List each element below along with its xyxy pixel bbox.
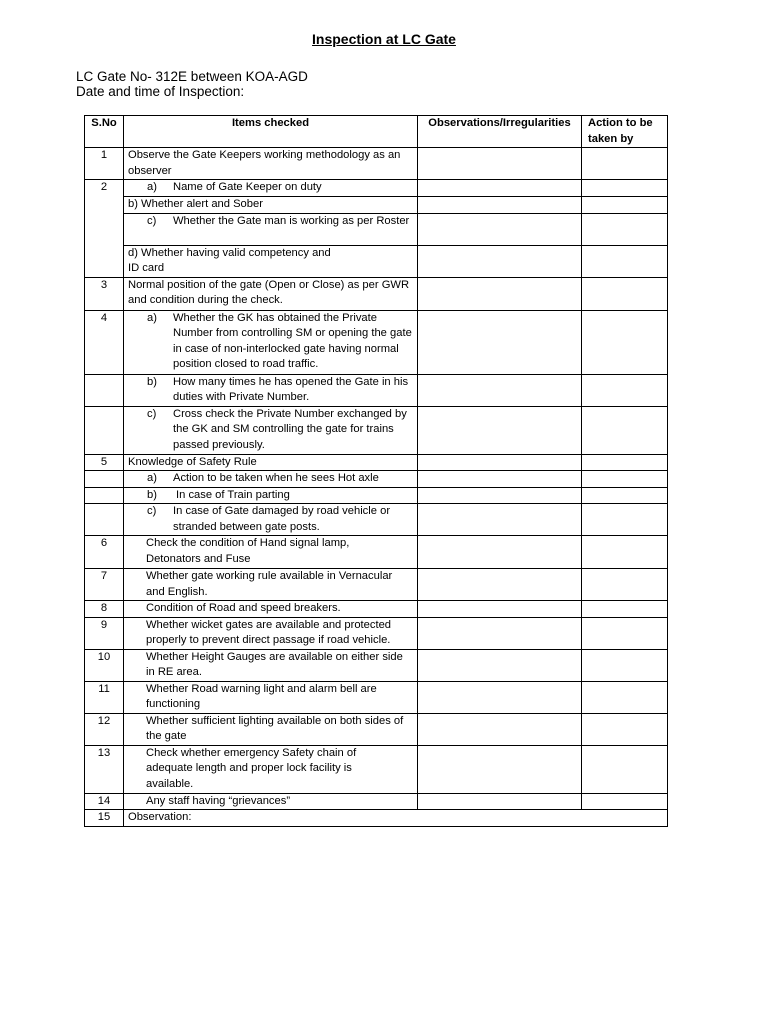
table-row [85, 713, 668, 745]
table-row [85, 245, 668, 277]
observation-cell[interactable] [418, 277, 582, 310]
item-text: Observe the Gate Keepers working methodology as an observer [124, 148, 418, 180]
document-title [0, 30, 768, 48]
item-text [124, 245, 418, 277]
observation-cell[interactable] [418, 310, 582, 374]
row-number: 4 [85, 310, 124, 374]
row-number: 7 [85, 569, 124, 601]
action-cell[interactable] [582, 504, 668, 536]
row-number [85, 471, 124, 488]
action-cell[interactable] [582, 277, 668, 310]
table-row [85, 374, 668, 406]
item-text: Condition of Road and speed breakers. [124, 601, 418, 618]
observation-field[interactable]: Observation: [124, 810, 668, 827]
item-subtext: Check the condition of Hand signal lamp, Detonators and Fuse [146, 537, 350, 565]
item-text: b) Whether alert and Sober [124, 196, 418, 213]
row-number [85, 504, 124, 536]
item-subtext: In case of Train parting [176, 488, 290, 501]
action-cell[interactable] [582, 649, 668, 681]
row-number: 13 [85, 745, 124, 793]
row-number: 5 [85, 454, 124, 471]
observation-cell[interactable] [418, 793, 582, 810]
row-number: 15 [85, 810, 124, 827]
table-header-row [85, 116, 668, 148]
table-row [85, 471, 668, 488]
observation-cell[interactable] [418, 406, 582, 454]
item-sublabel: b) [147, 375, 157, 388]
item-text [124, 374, 418, 406]
col-header-items: Items checked [124, 116, 418, 148]
action-cell[interactable] [582, 454, 668, 471]
table-row [85, 504, 668, 536]
item-sublabel: c) [147, 214, 157, 227]
action-cell[interactable] [582, 745, 668, 793]
row-number [85, 487, 124, 504]
action-cell[interactable] [582, 180, 668, 197]
action-cell[interactable] [582, 196, 668, 213]
table-row [85, 277, 668, 310]
observation-cell[interactable] [418, 487, 582, 504]
action-cell[interactable] [582, 681, 668, 713]
action-cell[interactable] [582, 245, 668, 277]
item-text [124, 745, 418, 793]
table-row [85, 406, 668, 454]
item-sublabel: c) [147, 407, 157, 420]
row-number: 10 [85, 649, 124, 681]
table-row [85, 617, 668, 649]
table-row [85, 681, 668, 713]
table-row [85, 148, 668, 180]
item-subtext: Check whether emergency Safety chain of adequate length and proper lock facility is available. [146, 746, 357, 790]
action-cell[interactable] [582, 148, 668, 180]
observation-cell[interactable] [418, 148, 582, 180]
table-row [85, 196, 668, 213]
table-row [85, 649, 668, 681]
item-text [124, 406, 418, 454]
item-subtext: In case of Gate damaged by road vehicle or stranded between gate posts. [173, 505, 391, 533]
row-number: 8 [85, 601, 124, 618]
action-cell[interactable] [582, 793, 668, 810]
item-subtext: d) Whether having valid competency and ID card [128, 246, 331, 274]
observation-cell[interactable] [418, 681, 582, 713]
item-subtext: Whether the Gate man is working as per Roster [173, 214, 410, 227]
row-number: 6 [85, 536, 124, 569]
item-subtext: How many times he has opened the Gate in his duties with Private Number. [173, 375, 409, 403]
action-cell[interactable] [582, 713, 668, 745]
item-text [124, 504, 418, 536]
inspection-date-label: Date and time of Inspection: [76, 84, 245, 99]
observation-cell[interactable] [418, 245, 582, 277]
item-text [124, 180, 418, 197]
observation-cell[interactable] [418, 196, 582, 213]
item-sublabel: a) [147, 181, 157, 193]
observation-cell[interactable] [418, 213, 582, 245]
table-row [85, 569, 668, 601]
item-sublabel: a) [147, 311, 157, 324]
item-sublabel: b) [147, 488, 157, 501]
observation-cell[interactable] [418, 374, 582, 406]
row-number [85, 406, 124, 454]
item-sublabel: c) [147, 505, 157, 517]
action-cell[interactable] [582, 569, 668, 601]
item-text: Normal position of the gate (Open or Close) as per GWR and condition during the check. [124, 277, 418, 310]
row-number: 9 [85, 617, 124, 649]
item-sublabel: a) [147, 472, 157, 484]
item-text: Knowledge of Safety Rule [124, 454, 418, 471]
action-cell[interactable] [582, 617, 668, 649]
document-title-text: Inspection at LC Gate [312, 31, 456, 47]
item-text [124, 471, 418, 488]
observation-cell[interactable] [418, 180, 582, 197]
table-row [85, 793, 668, 810]
observation-cell[interactable] [418, 713, 582, 745]
item-text [124, 536, 418, 569]
row-number [85, 374, 124, 406]
table-row [85, 180, 668, 197]
table-row [85, 810, 668, 827]
action-cell[interactable] [582, 601, 668, 618]
row-number: 12 [85, 713, 124, 745]
item-text: Whether Road warning light and alarm bell are functioning [124, 681, 418, 713]
item-subtext: Action to be taken when he sees Hot axle [173, 472, 379, 484]
action-cell[interactable] [582, 536, 668, 569]
item-text: Whether gate working rule available in Vernacular and English. [124, 569, 418, 601]
item-text [124, 487, 418, 504]
item-text: Whether wicket gates are available and protected properly to prevent direct passage if road vehicle. [124, 617, 418, 649]
row-number: 2 [85, 180, 124, 278]
item-text: Whether sufficient lighting available on both sides of the gate [124, 713, 418, 745]
action-cell[interactable] [582, 213, 668, 245]
observation-cell[interactable] [418, 454, 582, 471]
observation-cell[interactable] [418, 745, 582, 793]
table-row [85, 487, 668, 504]
table-row [85, 601, 668, 618]
item-text: Any staff having “grievances” [124, 793, 418, 810]
item-text: Whether Height Gauges are available on either side in RE area. [124, 649, 418, 681]
table-row [85, 310, 668, 374]
action-cell[interactable] [582, 310, 668, 374]
table-row [85, 536, 668, 569]
action-cell[interactable] [582, 406, 668, 454]
observation-cell[interactable] [418, 649, 582, 681]
action-cell[interactable] [582, 487, 668, 504]
item-subtext: Cross check the Private Number exchanged by the GK and SM controlling the gate for trains passed previously. [173, 407, 407, 451]
col-header-action: Action to be taken by [582, 116, 668, 148]
gate-info: LC Gate No- 312E between KOA-AGD [76, 69, 308, 84]
observation-cell[interactable] [418, 601, 582, 618]
row-number: 14 [85, 793, 124, 810]
table-row [85, 745, 668, 793]
action-cell[interactable] [582, 471, 668, 488]
item-subtext: Name of Gate Keeper on duty [173, 181, 322, 193]
observation-cell[interactable] [418, 617, 582, 649]
table-row [85, 454, 668, 471]
observation-cell[interactable] [418, 569, 582, 601]
row-number: 1 [85, 148, 124, 180]
row-number: 3 [85, 277, 124, 310]
col-header-observations: Observations/Irregularities [418, 116, 582, 148]
table-row [85, 213, 668, 245]
col-header-sno: S.No [85, 116, 124, 148]
action-cell[interactable] [582, 374, 668, 406]
item-text [124, 310, 418, 374]
item-text [124, 213, 418, 245]
row-number: 11 [85, 681, 124, 713]
item-subtext: Whether the GK has obtained the Private Number from controlling SM or opening the gate in case of non-interlocked gate having normal position closed to road traffic. [173, 311, 412, 370]
inspection-table [84, 115, 668, 827]
observation-cell[interactable] [418, 504, 582, 536]
observation-cell[interactable] [418, 471, 582, 488]
observation-cell[interactable] [418, 536, 582, 569]
